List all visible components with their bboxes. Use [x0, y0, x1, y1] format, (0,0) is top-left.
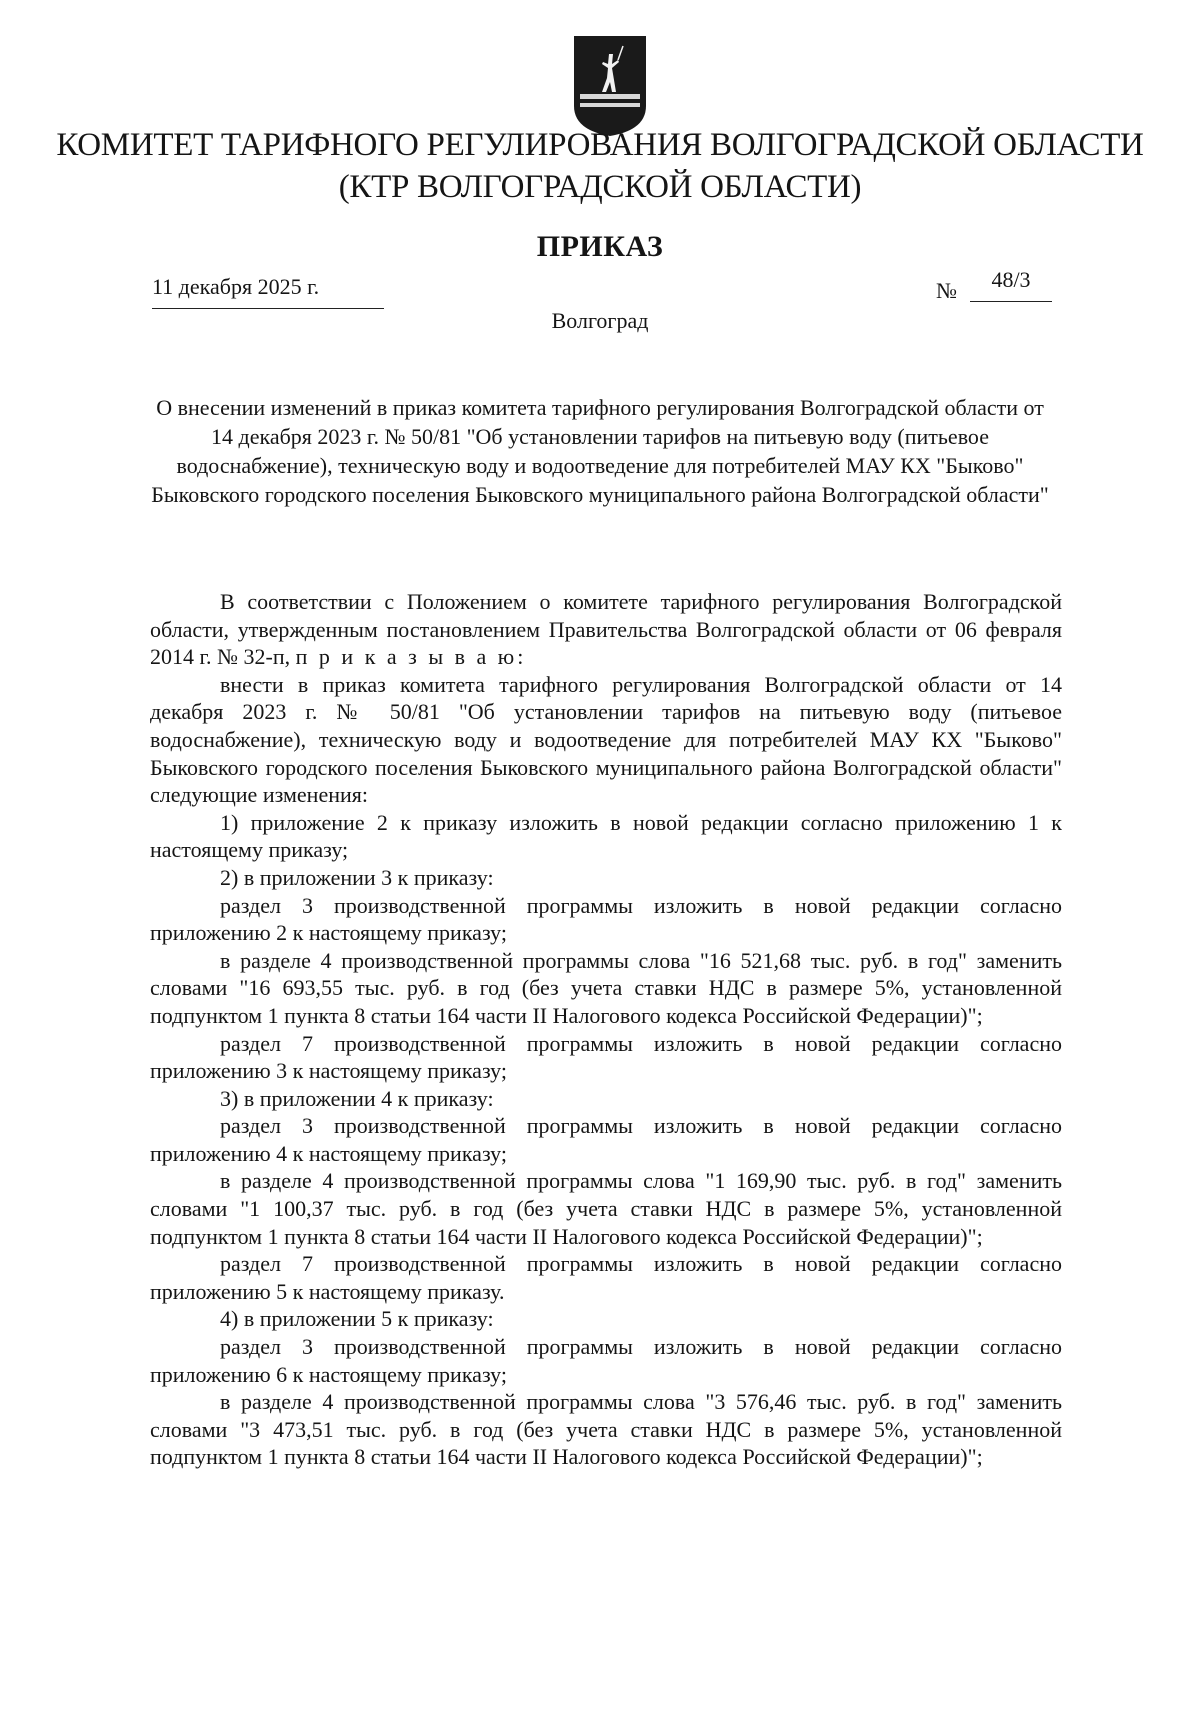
- body-paragraph: в разделе 4 производственной программы слова "16 521,68 тыс. руб. в год" заменить словами "16 693,55 тыс. руб. в год (без учета ставки НДС в размере 5%, установленной подпунктом 1 пункта 8 статьи 164 части II Налогового кодекса Российской Федерации)";: [150, 947, 1062, 1028]
- body-paragraph: в разделе 4 производственной программы слова "1 169,90 тыс. руб. в год" заменить словами "1 100,37 тыс. руб. в год (без учета ставки НДС в размере 5%, установленной подпунктом 1 пункта 8 статьи 164 части II Налогового кодекса Российской Федерации)";: [150, 1168, 1062, 1249]
- body-paragraph: раздел 3 производственной программы изложить в новой редакции согласно приложению 4 к настоящему приказу;: [150, 1113, 1062, 1166]
- body-paragraph: 4) в приложении 5 к приказу:: [220, 1306, 494, 1332]
- order-number: 48/3: [970, 265, 1052, 302]
- body-paragraph: раздел 7 производственной программы изложить в новой редакции согласно приложению 5 к настоящему приказу.: [150, 1251, 1062, 1304]
- body-paragraph: 1) приложение 2 к приказу изложить в новой редакции согласно приложению 1 к настоящему приказу;: [150, 809, 1062, 863]
- body-paragraph: 3) в приложении 4 к приказу:: [220, 1085, 494, 1111]
- body-paragraph: в разделе 4 производственной программы слова "3 576,46 тыс. руб. в год" заменить словами "3 473,51 тыс. руб. в год (без учета ставки НДС в размере 5%, установленной подпунктом 1 пункта 8 статьи 164 части II Налогового кодекса Российской Федерации)";: [150, 1389, 1062, 1470]
- intro-text: В соответствии с Положением о комитете тарифного регулирования Волгоградской области, утвержденным постановлением Правительства Волгоградской области от 06 февраля 2014 г. № 32-п,: [150, 589, 1062, 670]
- document-title: ПРИКАЗ: [536, 230, 664, 263]
- org-name-line2: (КТР ВОЛГОГРАДСКОЙ ОБЛАСТИ): [338, 169, 862, 205]
- order-body: [150, 588, 1062, 1471]
- city: Волгоград: [551, 308, 649, 333]
- number-sign: №: [936, 278, 957, 303]
- decree-word: п р и к а з ы в а ю:: [295, 644, 527, 670]
- body-intro: [150, 588, 1062, 671]
- organization-name: [0, 124, 1200, 208]
- coat-of-arms-icon: [572, 34, 648, 138]
- body-paragraph: внести в приказ комитета тарифного регулирования Волгоградской области от 14 декабря 2023 г. № 50/81 "Об установлении тарифов на питьевую воду (питьевое водоснабжение), техническую воду и водоотведение для потребителей МАУ КХ "Быково" Быковского городского поселения Быковского муниципального района Волгоградской области" следующие изменения:: [150, 671, 1062, 808]
- order-subject: О внесении изменений в приказ комитета тарифного регулирования Волгоградской области от 14 декабря 2023 г. № 50/81 "Об установлении тарифов на питьевую воду (питьевое водоснабжение), техническую воду и водоотведение для потребителей МАУ КХ "Быково" Быковского городского поселения Быковского муниципального района Волгоградской области": [151, 395, 1049, 507]
- body-paragraph: раздел 7 производственной программы изложить в новой редакции согласно приложению 3 к настоящему приказу;: [150, 1030, 1062, 1084]
- order-date: 11 декабря 2025 г.: [152, 272, 384, 309]
- body-paragraph: раздел 3 производственной программы изложить в новой редакции согласно приложению 2 к настоящему приказу;: [150, 892, 1062, 946]
- body-paragraph: 2) в приложении 3 к приказу:: [220, 864, 494, 890]
- body-paragraph: раздел 3 производственной программы изложить в новой редакции согласно приложению 6 к настоящему приказу;: [150, 1334, 1062, 1387]
- org-name-line1: КОМИТЕТ ТАРИФНОГО РЕГУЛИРОВАНИЯ ВОЛГОГРАДСКОЙ ОБЛАСТИ: [56, 127, 1144, 163]
